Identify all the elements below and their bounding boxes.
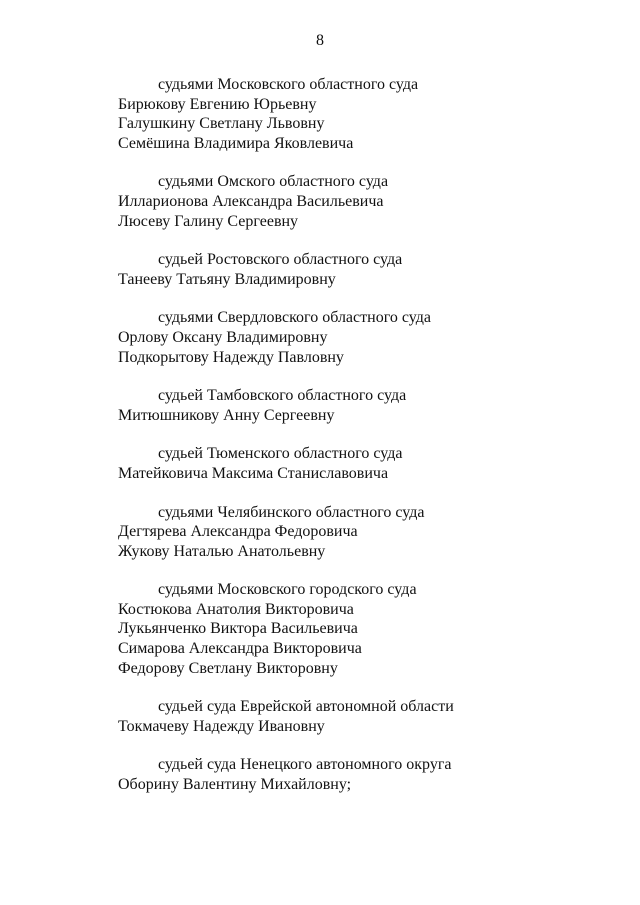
section-heading: судьями Московского областного суда [158, 76, 419, 93]
section-omsk-regional-court [118, 172, 538, 231]
section-sverdlovsk-regional-court [118, 308, 538, 367]
judge-name: Танееву Татьяну Владимировну [118, 270, 336, 288]
judge-name: Жукову Наталью Анатольевну [118, 542, 326, 560]
judge-name: Лукьянченко Виктора Васильевича [118, 620, 358, 638]
judge-name: Матейковича Максима Станиславовича [118, 464, 389, 482]
document-body [118, 75, 538, 814]
section-heading: судьей Тамбовского областного суда [158, 387, 407, 405]
judge-name: Федорову Светлану Викторовну [118, 659, 338, 677]
section-heading: судьей суда Ненецкого автономного округа [158, 756, 452, 774]
judge-name: Подкорытову Надежду Павловну [118, 348, 344, 366]
section-heading: судьями Челябинского областного суда [158, 503, 425, 521]
judge-name: Митюшникову Анну Сергеевну [118, 406, 335, 424]
section-moscow-city-court [118, 580, 538, 678]
judge-name: Илларионова Александра Васильевича [118, 192, 384, 210]
section-heading: судьями Московского городского суда [158, 581, 417, 599]
judge-name: Семёшина Владимира Яковлевича [118, 134, 354, 152]
judge-name: Бирюкову Евгению Юрьевну [118, 95, 317, 113]
section-heading: судьями Свердловского областного суда [158, 309, 431, 327]
section-tambov-regional-court [118, 386, 538, 425]
judge-name: Галушкину Светлану Львовну [118, 115, 325, 133]
section-chelyabinsk-regional-court [118, 503, 538, 562]
judge-name: Симарова Александра Викторовича [118, 640, 362, 658]
section-jewish-autonomous-region-court [118, 697, 538, 736]
section-tyumen-regional-court [118, 444, 538, 483]
judge-name: Токмачеву Надежду Ивановну [118, 717, 325, 735]
section-heading: судьями Омского областного суда [158, 173, 389, 191]
judge-name: Орлову Оксану Владимировну [118, 328, 328, 346]
judge-name: Костюкова Анатолия Викторовича [118, 600, 354, 618]
page-number: 8 [316, 32, 324, 49]
section-rostov-regional-court [118, 250, 538, 289]
section-nenets-autonomous-okrug-court [118, 755, 538, 794]
section-moscow-regional-court [118, 75, 538, 153]
section-heading: судьей Тюменского областного суда [158, 445, 403, 463]
judge-name: Люсеву Галину Сергеевну [118, 212, 299, 230]
section-heading: судьей Ростовского областного суда [158, 251, 403, 269]
section-heading: судьей суда Еврейской автономной области [158, 698, 454, 716]
judge-name: Оборину Валентину Михайловну; [118, 776, 352, 794]
judge-name: Дегтярева Александра Федоровича [118, 523, 358, 541]
